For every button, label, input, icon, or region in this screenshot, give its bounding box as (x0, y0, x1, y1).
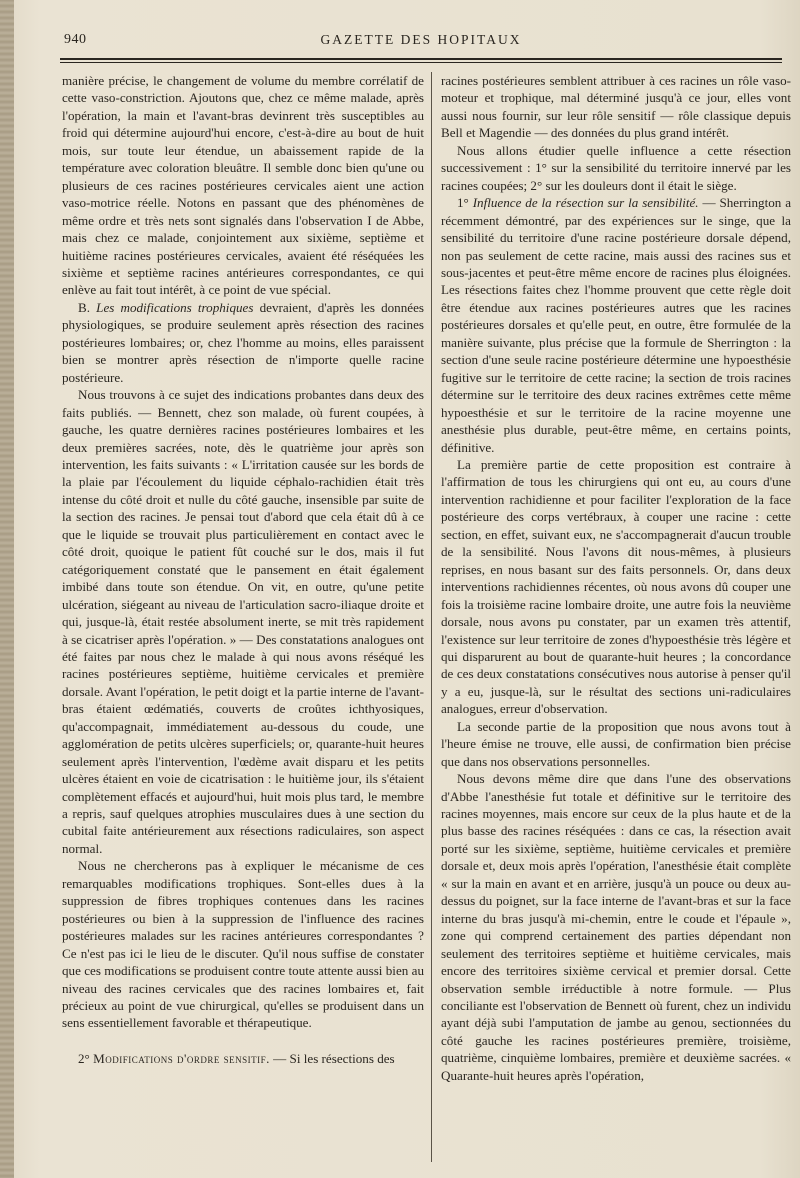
paragraph-text: devraient, d'après les données physiologiques, se produire seulement après résection des racines postérieures lombaires; or, chez l'homme au moins, elles paraissent bien se montrer après résection de n'importe quelle racine postérieure. (62, 299, 424, 385)
section-title: Influence de la résection sur la sensibilité. (472, 195, 699, 211)
left-column (62, 72, 424, 1067)
paragraph (62, 299, 424, 386)
page-number: 940 (64, 32, 87, 47)
page-header (60, 28, 782, 58)
paragraph (441, 194, 791, 456)
paragraph: manière précise, le changement de volume du membre corrélatif de cette vaso-constriction. Ajoutons que, chez ce même malade, après l'opération, la main et l'avant-bras devinrent très susceptibles au froid qui détermine aujourd'hui encore, c'est-à-dire au bout de huit mois, sur toute leur étendue, un abaissement rapide de la température avec coloration bleuâtre. Il semble donc bien qu'une ou plusieurs de ces racines postérieures cervicales aient une action vaso-motrice réelle. Notons en passant que des phénomènes de même ordre et très nets sont signalés dans l'observation I de Abbe, mais chez ce malade, conjointement aux sixième, septième et huitième racines postérieures cervicales, avaient été réséquées les sixième et septième racines antérieures correspondantes, ce qui enlève au fait tout intérêt, à ce point de vue spécial. (62, 73, 424, 298)
section-label: B. (78, 299, 97, 315)
paragraph-text: — Sherrington a récemment démontré, par des expériences sur le singe, que la sensibilité du territoire d'une racine postérieure dorsale dépend, non pas seulement de cette racine, mais aussi des racines sus et sous-jacentes et peut-être même encore de racines plus éloignées. Les résections faites chez l'homme prouvent que cette règle doit être étendue aux racines postérieures autres que les racines postérieures dorsales et qu'elle peut, en outre, être formulée de la manière suivante, plus précise que la formule de Sherrington : la section d'une seule racine postérieure détermine une hypoesthésie fugitive sur le territoire de cette racine; la section de trois racines détermine sur le territoire des deux racines extrêmes cette même hypoesthésie et sur le territoire de la racine moyenne une anesthésie plus durable, peut-être même, en certains points, définitive. (441, 195, 792, 455)
section-label: 2° (78, 1050, 94, 1066)
section-label: 1° (457, 195, 473, 211)
section-title: Modifications d'ordre sensitif. (93, 1050, 270, 1066)
paragraph: La première partie de cette proposition est contraire à l'affirmation de tous les chirurgiens qui ont eu, au cours d'une intervention rachidienne et pour faciliter l'exploration de la face postérieure des corps vertébraux, à couper une racine : cette section, en effet, suivant eux, ne s'accompagnerait d'aucun trouble de la sensibilité. Nous l'avons dit nous-mêmes, à plusieurs reprises, en nous basant sur des faits personnels. Or, dans deux interventions rachidiennes récentes, où nous avons dû couper une fois la troisième racine lombaire droite, une autre fois la neuvième dorsale, nous avons pu constater, par un examen très attentif, l'existence sur leur territoire de zones d'hypoesthésie très légère et qui disparurent au bout de quarante-huit heures ; la concordance de ces deux constatations consécutives nous autorise à penser qu'il y a eu, jusque-là, sur le résultat des sections uni-radiculaires analogues, erreur d'observation. (441, 456, 791, 717)
paragraph (62, 1050, 424, 1067)
paragraph: La seconde partie de la proposition que nous avons tout à l'heure émise ne trouve, elle aussi, de confirmation bien précise que dans nos observations personnelles. (441, 718, 791, 769)
paragraph: Nous ne chercherons pas à expliquer le mécanisme de ces remarquables modifications trophiques. Sont-elles dues à la suppression de fibres trophiques contenues dans les racines postérieures ou bien à la suppression de l'influence des racines postérieures malades sur les racines antérieures correspondantes ? Ce n'est pas ici le lieu de le discuter. Qu'il nous suffise de constater que ces modifications se produisent contre toute attente aussi bien au niveau des racines cervicales que des racines lombaires et, fait précieux au point de vue chirurgical, qu'elles se produisent dans un sens essentiellement favorable et thérapeutique. (62, 858, 424, 1031)
header-rule (60, 58, 782, 63)
journal-title: GAZETTE DES HOPITAUX (320, 32, 522, 47)
paragraph: Nous allons étudier quelle influence a cette résection successivement : 1° sur la sensibilité du territoire innervé par les racines coupées; 2° sur les douleurs dont il était le siège. (441, 142, 791, 193)
paragraph-text: — Si les résections des (269, 1050, 395, 1066)
column-divider (431, 72, 432, 1162)
paragraph: Nous devons même dire que dans l'une des observations d'Abbe l'anesthésie fut totale et définitive sur le territoire des racines moyennes, mais encore sur ceux de la plus haute et de la plus basse des racines réséquées : dans ce cas, la résection avait porté sur les sixième, septième, huitième cervicales et première dorsale et, deux mois après l'opération, l'anesthésie était complète « sur la main en avant et en arrière, jusqu'à un pouce ou deux au-dessus du poignet, sur la face interne de l'avant-bras et sur la face interne du bras jusqu'à mi-chemin, entre le coude et l'épaule », zone qui comprend certainement des parties dépendant non seulement des territoires septième et huitième cervicales, mais encore des territoires sixième cervical et premier dorsal. Cette observation semble irréductible à notre formule. — Plus conciliante est l'observation de Bennett où furent, chez un individu ayant déjà subi l'amputation de jambe au genou, sectionnées du côté gauche les racines postérieures première, troisième, quatrième, cinquième lombaires, première et deuxième sacrées. « Quarante-huit heures après l'opération, (441, 771, 791, 1083)
binding-spine (0, 0, 14, 1178)
paragraph: Nous trouvons à ce sujet des indications probantes dans deux des faits publiés. — Bennett, chez son malade, où furent coupées, à gauche, les quatre dernières racines postérieures lombaires et les deux premières sacrées, note, dès le quatrième jour après son intervention, les faits suivants : « L'irritation causée sur les bords de la plaie par l'écoulement du liquide céphalo-rachidien était très intense du côté droit et nulle du côté gauche, insensible par suite de la section des racines. Je pensai tout d'abord que cela était dû à ce que le liquide se trouvait plus particulièrement en contact avec le côté droit, quoique le patient fût couché sur le dos, mais il fut catégoriquement constaté que le pansement en était également imbibé dans toute son étendue. On vit, en outre, qu'une petite ulcération, siégeant au niveau de l'articulation sacro-iliaque droite et qui, jusque-là, était restée absolument inerte, se mit très rapidement à se cicatriser après l'opération. » — Des constatations analogues ont été faites par nous chez le malade à qui nous avons réséqué les racines postérieures septième, huitième cervicales et première dorsale. Avant l'opération, le petit doigt et la partie interne de l'avant-bras étaient œdématiés, couverts de croûtes ichthyosiques, qu'accompagnait, immédiatement au-dessous du coude, une agglomération de petits ulcères superficiels; or, quarante-huit heures seulement après l'intervention, l'œdème avait disparu et les petits ulcères étaient en voie de cicatrisation : le huitième jour, ils s'étaient complètement effacés et aujourd'hui, huit mois plus tard, le membre a repris, sauf quelques atrophies musculaires dues à une section du cubital faite antérieurement aux résections radiculaires, son aspect normal. (62, 387, 424, 856)
right-column (441, 72, 791, 1084)
paragraph: racines postérieures semblent attribuer à ces racines un rôle vaso-moteur et trophique, mal déterminé jusqu'à ce jour, elles vont aussi nous fournir, sur leur rôle sensitif — rôle classique depuis Bell et Magendie — des données du plus grand intérêt. (441, 73, 791, 141)
section-title: Les modifications trophiques (96, 299, 254, 315)
